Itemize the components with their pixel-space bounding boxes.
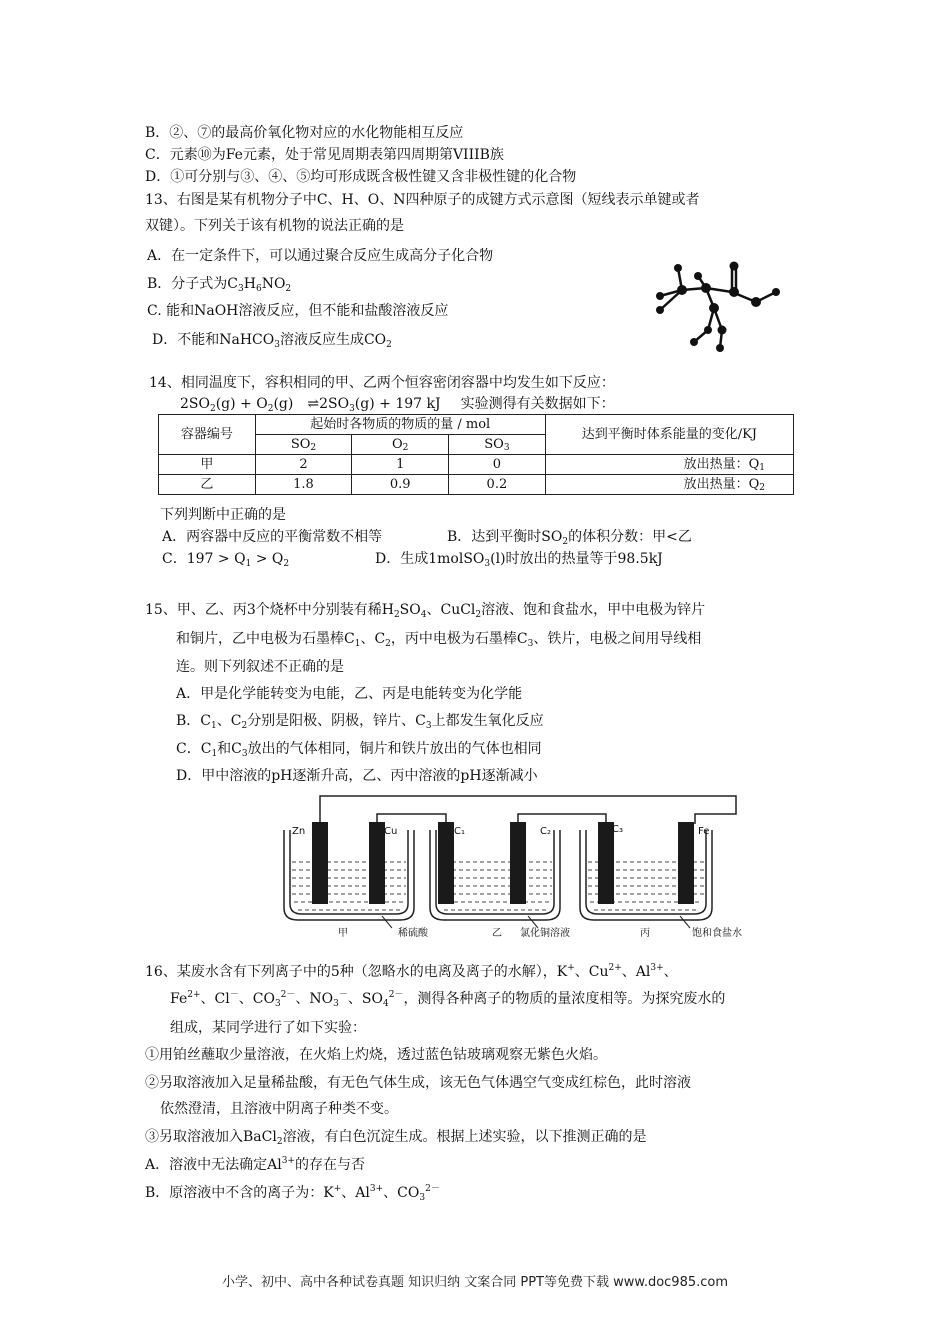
- q14-judge: 下列判断中正确的是: [160, 507, 286, 523]
- q12-option-c: C．元素⑩为Fe元素，处于常见周期表第四周期第VIIIB族: [145, 147, 504, 163]
- q14-option-c: C．$197 > Q_1 > Q_2$: [162, 551, 290, 569]
- svg-text:饱和食盐水: 饱和食盐水: [692, 928, 742, 939]
- table-header-so3: $SO_3$: [449, 435, 546, 455]
- q14-option-a: A．两容器中反应的平衡常数不相等: [162, 529, 383, 545]
- q13-option-d: D．不能和NaHCO$_3$溶液反应生成$CO_2$: [152, 332, 392, 350]
- q13-option-a: A．在一定条件下，可以通过聚合反应生成高分子化合物: [147, 248, 494, 264]
- q13-option-b: B．分子式为$C_3H_6NO_2$: [147, 276, 292, 294]
- table-row: 乙 1.8 0.9 0.2 放出热量：$Q_2$: [159, 475, 794, 495]
- q16-stem-ions: $Fe^{2+}$、Cl－、$CO_3^{2-}$、$NO_3^-$、$SO_4^{2-}$，测得各种离子的物质的量浓度相等。为探究废水的: [170, 990, 726, 1009]
- svg-text:乙: 乙: [492, 928, 502, 939]
- q16-experiment-1: ①用铂丝蘸取少量溶液，在火焰上灼烧，透过蓝色钴玻璃观察无紫色火焰。: [145, 1047, 607, 1063]
- q15-option-b: B．$C_1$、$C_2$分别是阳极、阴极，锌片、$C_3$上都发生氧化反应: [176, 713, 544, 731]
- q15-option-d: D．甲中溶液的pH逐渐升高，乙、丙中溶液的pH逐渐减小: [176, 768, 538, 784]
- svg-text:Cu: Cu: [384, 826, 398, 837]
- q16-stem-end: 组成，某同学进行了如下实验：: [170, 1020, 366, 1036]
- q14-data-table: [158, 414, 794, 495]
- q15-option-a: A．甲是化学能转变为电能，乙、丙是电能转变为化学能: [176, 686, 523, 702]
- q16-experiment-3: ③另取溶液加入BaCl$_2$溶液，有白色沉淀生成。根据上述实验，以下推测正确的是: [145, 1129, 647, 1147]
- svg-text:C₂: C₂: [540, 826, 551, 837]
- q15-option-c: C．$C_1$和$C_3$放出的气体相同，铜片和铁片放出的气体也相同: [176, 741, 542, 759]
- table-row: 甲 2 1 0 放出热量：$Q_1$: [159, 455, 794, 475]
- q13-stem-cont: 双键）。下列关于该有机物的说法正确的是: [145, 218, 404, 234]
- beaker-diagram: [270, 790, 745, 940]
- svg-text:Fe: Fe: [698, 826, 710, 837]
- molecule-diagram: [648, 258, 788, 358]
- q16-experiment-2: ②另取溶液加入足量稀盐酸，有无色气体生成，该无色气体遇空气变成红棕色，此时溶液: [145, 1075, 691, 1091]
- svg-text:氯化铜溶液: 氯化铜溶液: [520, 928, 570, 939]
- q15-stem-end: 连。则下列叙述不正确的是: [176, 659, 344, 675]
- q14-option-d: D．生成1molSO$_3$(l)时放出的热量等于98.5kJ: [375, 551, 663, 569]
- q13-stem: 13、右图是某有机物分子中C、H、O、N四种原子的成键方式示意图（短线表示单键或者: [145, 192, 700, 208]
- q14-stem: 14、相同温度下，容积相同的甲、乙两个恒容密闭容器中均发生如下反应：: [149, 375, 615, 391]
- table-header-o2: $O_2$: [352, 435, 449, 455]
- svg-text:稀硫酸: 稀硫酸: [398, 928, 428, 939]
- q16-option-b: B．原溶液中不含的离子为：K+、$Al^{3+}$、$CO_3^{2-}$: [145, 1184, 440, 1203]
- q12-option-d: D．①可分别与③、④、⑤均可形成既含极性键又含非极性键的化合物: [145, 169, 577, 185]
- q16-experiment-2-cont: 依然澄清，且溶液中阴离子种类不变。: [160, 1101, 398, 1117]
- table-header-so2: $SO_2$: [255, 435, 352, 455]
- table-header-container: 容器编号: [159, 415, 256, 455]
- svg-text:C₁: C₁: [454, 826, 465, 837]
- svg-text:甲: 甲: [338, 928, 348, 939]
- q16-option-a: A．溶液中无法确定$Al^{3+}$的存在与否: [145, 1156, 365, 1173]
- svg-text:丙: 丙: [640, 928, 650, 939]
- q13-option-c: C. 能和NaOH溶液反应，但不能和盐酸溶液反应: [147, 303, 449, 319]
- q15-stem-cont: 和铜片，乙中电极为石墨棒$C_1$、$C_2$，丙中电极为石墨棒$C_3$、铁片，电极之间用导线相: [176, 631, 702, 649]
- svg-text:Zn: Zn: [292, 826, 306, 837]
- table-header-initial: 起始时各物质的物质的量 / mol: [255, 415, 545, 435]
- table-header-energy: 达到平衡时体系能量的变化/KJ: [545, 415, 793, 455]
- q16-stem: 16、某废水含有下列离子中的5种（忽略水的电离及离子的水解），K+、$Cu^{2+}$、$Al^{3+}$、: [145, 963, 678, 980]
- footer-watermark: 小学、初中、高中各种试卷真题 知识归纳 文案合同 PPT等免费下载 www.doc985.com: [221, 1275, 729, 1290]
- q15-stem: 15、甲、乙、丙3个烧杯中分别装有稀$H_2SO_4$、CuCl$_2$溶液、饱和食盐水，甲中电极为锌片: [145, 602, 706, 620]
- svg-text:C₃: C₃: [612, 824, 623, 835]
- q14-equation: $2SO_2(g) + O_2(g)$ $\rightleftharpoons 2SO_3(g) + 197$ kJ 实验测得有关数据如下：: [180, 396, 615, 414]
- q14-option-b: B．达到平衡时$SO_2$的体积分数：甲<乙: [447, 529, 692, 547]
- q12-option-b: B．②、⑦的最高价氧化物对应的水化物能相互反应: [145, 125, 464, 141]
